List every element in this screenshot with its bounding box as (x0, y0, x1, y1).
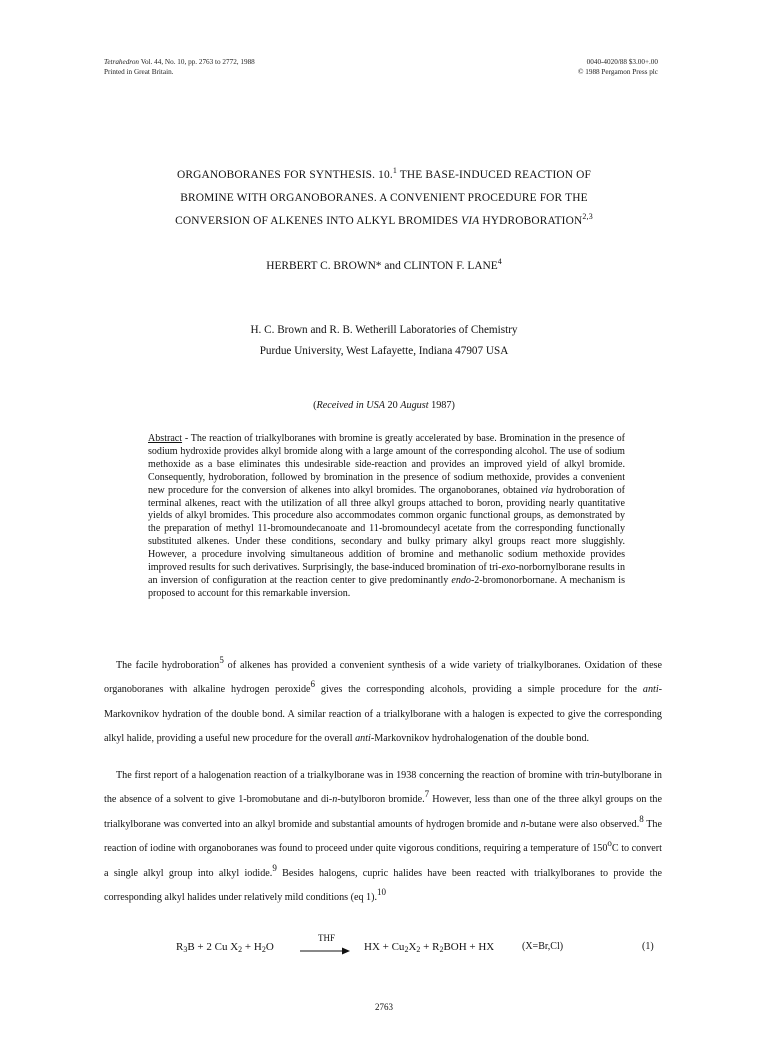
title-line-3: CONVERSION OF ALKENES INTO ALKYL BROMIDES (175, 215, 462, 227)
ref-9: 9 (272, 862, 277, 873)
eq-r: R (176, 941, 184, 953)
eq-sub-3: 3 (183, 945, 188, 954)
ref-6: 6 (310, 679, 316, 690)
received-label: Received in USA (316, 400, 385, 411)
p1-anti-1: anti (642, 684, 659, 696)
p1-anti-2: anti (355, 733, 371, 745)
equation-1 (176, 933, 660, 961)
solvent-label: THF (318, 933, 336, 943)
degree-sign: o (607, 838, 612, 849)
reaction-arrow-icon (300, 947, 350, 955)
author-names: HERBERT C. BROWN* and CLINTON F. LANE (266, 260, 498, 272)
eq-p1-sub: 2 (404, 945, 409, 954)
printed-note: Printed in Great Britain. (104, 67, 174, 76)
body-paragraph-1 (104, 654, 662, 752)
abstract-text-3: -norbornylborane results in an inversion of configuration at the reaction center to give predominantly (148, 562, 625, 586)
paper-title (0, 164, 768, 233)
p1-text-e: -Markovnikov hydrohalogenation of the double bond. (370, 733, 590, 745)
p1-text-a: The facile hydroboration (116, 660, 220, 671)
received-year: 1987) (428, 400, 455, 411)
p2-text-g: C to convert a single alkyl group into alkyl iodide. (104, 843, 662, 879)
title-footnote-ref-2: 2,3 (582, 212, 593, 221)
eq-p4: BOH + HX (443, 941, 495, 953)
eq-b: B + 2 Cu X (187, 941, 239, 953)
p2-text-a: The first report of a halogenation reaction of a trialkylborane was in 1938 concerning the reaction of bromine with tri (116, 770, 595, 781)
affiliation (0, 320, 768, 362)
p2-n-2: n (332, 794, 338, 806)
journal-citation: Vol. 44, No. 10, pp. 2763 to 2772, 1988 (140, 58, 255, 66)
received-date (0, 400, 768, 411)
eq-p2-sub: 2 (416, 945, 421, 954)
page-number: 2763 (375, 1002, 393, 1012)
p2-text-f: The reaction of iodine with organoboranes was found to proceed under quite vigorous conditions, requiring a temperature of 150 (104, 818, 662, 855)
body-paragraph-2 (104, 764, 662, 910)
eq-sub-2a: 2 (238, 945, 243, 954)
received-open: ( (313, 400, 317, 411)
eq-o: O (265, 941, 274, 953)
ref-5: 5 (219, 655, 224, 665)
p2-n-3: n (520, 818, 526, 830)
p2-text-d: However, less than one of the three alkyl groups on the trialkylborane was converted into an alkyl bromide and substantial amounts of hydrogen bromide and (104, 794, 662, 830)
abstract-endo: endo (451, 574, 471, 586)
eq-plus-h: + H (242, 941, 262, 953)
author-footnote-ref: 4 (497, 257, 502, 266)
p2-text-e: -butane were also observed. (525, 818, 640, 830)
eq-p2: X (408, 941, 417, 953)
eq-p3-sub: 2 (439, 945, 444, 954)
article-code: 0040-4020/88 $3.00+.00 (586, 58, 658, 66)
abstract-via: via (540, 484, 554, 496)
abstract-text-4: -2-bromonorbornane. A mechanism is proposed to account for this remarkable inversion. (148, 574, 625, 599)
p2-text-h: Besides halogens, cupric halides have been reacted with trialkylboranes to provide the corresponding alkyl halides under relatively mild conditions (eq 1). (104, 867, 662, 904)
copyright-note: © 1988 Pergamon Press plc (578, 67, 658, 76)
title-footnote-ref: 1 (392, 166, 398, 175)
p1-text-b: of alkenes has provided a convenient synthesis of a wide variety of trialkylboranes. Oxidation of these organoboranes with alkaline hydrogen peroxide (104, 660, 662, 696)
p2-text-b: -butylborane in the absence of a solvent to give 1-bromobutane and di- (104, 770, 662, 806)
p2-n-1: n (594, 770, 600, 781)
journal-header (104, 58, 255, 77)
received-day: 20 (384, 400, 401, 411)
equation-products (364, 941, 494, 953)
equation-reactants (176, 941, 274, 953)
title-line-2: BROMINE WITH ORGANOBORANES. A CONVENIENT PROCEDURE FOR THE (180, 192, 588, 204)
abstract-label: Abstract (148, 433, 183, 444)
equation-condition: (X=Br,Cl) (522, 941, 564, 952)
abstract-text-2: hydroboration of terminal alkenes, react with the utilization of all three alkyl groups attached to boron, providing nearly quantitative yields of alkyl bromides. This procedure also accommodates common organic functional groups, as demonstrated by the preparation of methyl 11-bromoundecanoate and 11-bromoundecyl acetate from the corresponding functionally substituted alkenes. Under these conditions, secondary and bulky primary alkyl groups react more sluggishly. However, a procedure involving simultaneous addition of bromine and methanolic sodium methoxide provides improved results for such derivatives. Surprisingly, the base-induced bromination of tri- (148, 484, 625, 574)
ref-10: 10 (377, 887, 387, 898)
eq-p1: HX + Cu (364, 941, 405, 953)
affiliation-line-2: Purdue University, West Lafayette, Indiana 47907 USA (259, 345, 509, 357)
eq-sub-2b: 2 (261, 945, 266, 954)
affiliation-line-1: H. C. Brown and R. B. Wetherill Laboratories of Chemistry (250, 324, 518, 336)
publisher-header (578, 58, 658, 77)
abstract-exo: exo (501, 562, 516, 574)
p1-text-d: -Markovnikov hydration of the double bond. A similar reaction of a trialkylborane with a halogen is expected to give the corresponding alkyl halide, providing a useful new procedure for the overall (104, 684, 663, 745)
p1-text-c: gives the corresponding alcohols, providing a simple procedure for the (315, 684, 643, 696)
equation-number: (1) (642, 941, 654, 952)
p2-text-c: -butylboron bromide. (337, 794, 425, 806)
author-list (0, 257, 768, 272)
title-line-3-rest: HYDROBORATION (479, 215, 583, 227)
abstract (148, 433, 625, 601)
received-month: August (400, 400, 429, 411)
ref-8: 8 (639, 813, 644, 824)
title-line-1-rest: THE BASE-INDUCED REACTION OF (397, 169, 591, 181)
title-via: VIA (461, 215, 480, 227)
title-line-1: ORGANOBORANES FOR SYNTHESIS. 10. (176, 169, 393, 181)
ref-7: 7 (424, 789, 430, 800)
abstract-text-1: - The reaction of trialkylboranes with bromine is greatly accelerated by base. Bromination in the presence of sodium hydroxide provides alkyl bromide along with a large amount of the corresponding alcohol. The use of sodium methoxide as a base eliminates this undesirable side-reaction and provides an improved yield of alkyl bromide. Consequently, hydroboration, followed by bromination in the presence of sodium methoxide, provides a convenient new procedure for the conversion of alkenes into alkyl bromides. The organoboranes, obtained (148, 433, 625, 496)
journal-name: Tetrahedron (104, 58, 140, 66)
eq-p3: + R (420, 941, 440, 953)
